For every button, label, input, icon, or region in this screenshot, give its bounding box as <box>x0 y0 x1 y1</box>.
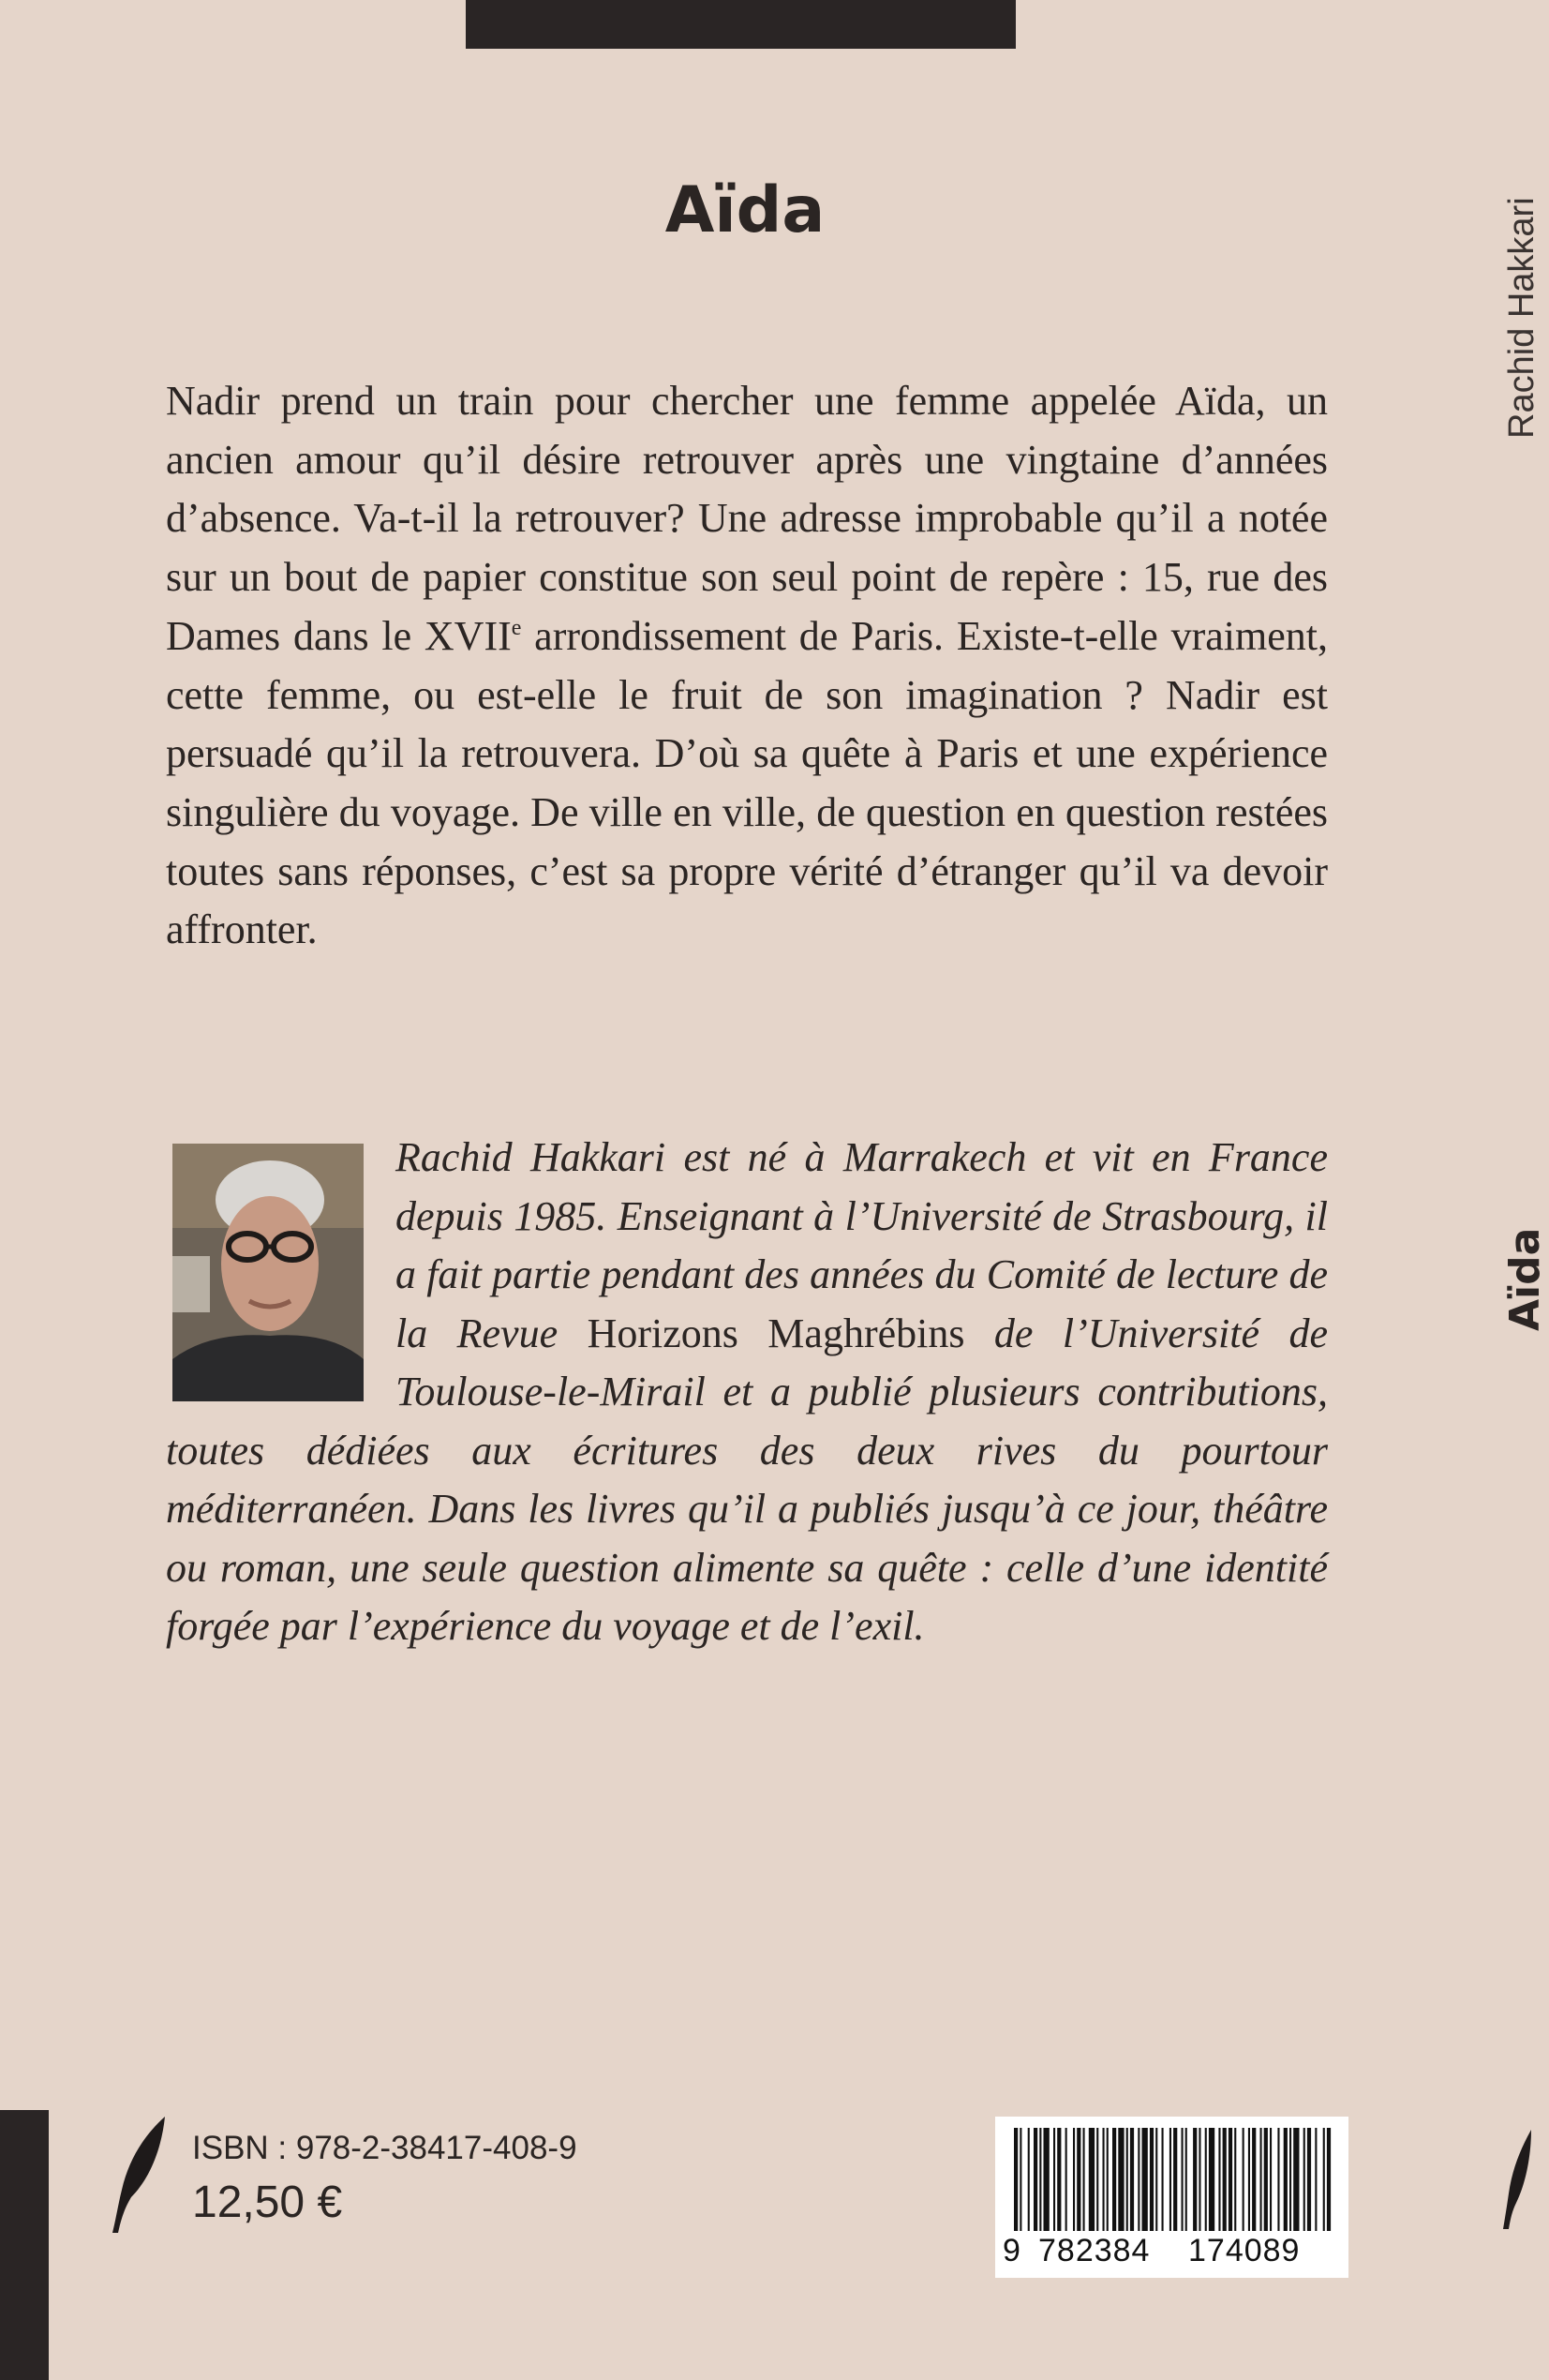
barcode-bar <box>1243 2128 1244 2231</box>
barcode-bar <box>1289 2128 1291 2231</box>
barcode-bar <box>1103 2128 1105 2231</box>
barcode-bar <box>1142 2128 1148 2231</box>
barcode-bar <box>1162 2128 1164 2231</box>
barcode-bar <box>1277 2128 1279 2231</box>
barcode <box>995 2117 1348 2278</box>
barcode-bar <box>1014 2128 1018 2231</box>
book-title: Aïda <box>664 173 826 247</box>
barcode-bar <box>1229 2128 1232 2231</box>
barcode-first-digit: 9 <box>1003 2233 1020 2268</box>
barcode-bar <box>1089 2128 1095 2231</box>
barcode-bar <box>1039 2128 1041 2231</box>
barcode-bar <box>1209 2128 1214 2231</box>
author-photo <box>172 1144 364 1401</box>
barcode-right-group: 174089 <box>1188 2233 1301 2268</box>
barcode-bar <box>1083 2128 1085 2231</box>
barcode-bar <box>1223 2128 1227 2231</box>
barcode-bar <box>1020 2128 1021 2231</box>
spine-title-label: Aïda <box>1501 1227 1549 1331</box>
barcode-bar <box>1193 2128 1197 2231</box>
barcode-left-group: 782384 <box>1038 2233 1151 2268</box>
barcode-bar <box>1126 2128 1128 2231</box>
barcode-bar <box>1065 2128 1067 2231</box>
barcode-bar <box>1028 2128 1030 2231</box>
barcode-bar <box>1307 2128 1311 2231</box>
barcode-bar <box>1138 2128 1139 2231</box>
quill-icon-spine <box>1501 2128 1533 2231</box>
synopsis-text: Nadir prend un train pour chercher une femme appelée Aïda, un ancien amour qu’il désire retrouver après une vingtaine d’années d’absence. Va-t-il la retrouver? Une adresse improbable qu’il a notée sur un bout de papier constitue son seul point de repère : 15, rue des Dames dans le XVIIe arrondissement de Paris. Existe-t-elle vraiment, cette femme, ou est-elle le fruit de son imagination ? Nadir est persuadé qu’il la retrouvera. D’où sa quête à Paris et une expérience singulière du voyage. De ville en ville, de question en question restées toutes sans réponses, c’est sa propre vérité d’étranger qu’il va devoir affronter. <box>166 378 1328 953</box>
barcode-bar <box>1130 2128 1134 2231</box>
barcode-digits <box>995 2233 1348 2274</box>
bio-text-part1: Rachid Hakkari est né à Marrakech et vit en France depuis 1985. Enseignant à l’Université de Strasbourg, il a fait partie pendant des années du Comité de lecture de la Revue <box>395 1134 1328 1356</box>
barcode-bar <box>1252 2128 1256 2231</box>
isbn-label: ISBN : 978-2-38417-408-9 <box>192 2130 577 2166</box>
barcode-bar <box>1293 2128 1299 2231</box>
barcode-bar <box>1077 2128 1080 2231</box>
barcode-bar <box>1323 2128 1325 2231</box>
author-bio <box>166 1129 1328 1656</box>
bio-text-part2: de l’Université de Toulouse-le-Mirail et a publié plusieurs contributions, toutes dédiées aux écritures des deux rives du pourtour méditerranéen. Dans les livres qu’il a publiés jusqu’à ce jour, théâtre ou roman, une seule question alimente sa quête : celle d’une identité forgée par l’expérience du voyage et de l’exil. <box>166 1310 1328 1649</box>
barcode-bar <box>1315 2128 1317 2231</box>
spine-title <box>1501 1219 1549 1331</box>
spine-author <box>1503 139 1541 439</box>
barcode-bar <box>1182 2128 1184 2231</box>
barcode-bar <box>1205 2128 1207 2231</box>
barcode-bar <box>1218 2128 1220 2231</box>
barcode-bar <box>1264 2128 1268 2231</box>
barcode-bar <box>1169 2128 1171 2231</box>
barcode-bar <box>1270 2128 1272 2231</box>
barcode-bar <box>1044 2128 1050 2231</box>
barcode-bar <box>1303 2128 1305 2231</box>
barcode-bar <box>1057 2128 1061 2231</box>
price-label: 12,50 € <box>192 2178 343 2227</box>
barcode-bar <box>1118 2128 1124 2231</box>
barcode-bar <box>1155 2128 1157 2231</box>
barcode-bar <box>1284 2128 1288 2231</box>
left-decor-bar <box>0 2110 49 2380</box>
barcode-bars <box>1010 2128 1333 2231</box>
quill-icon <box>109 2115 169 2235</box>
top-decor-bar <box>466 0 1016 49</box>
barcode-bar <box>1073 2128 1075 2231</box>
barcode-bar <box>1260 2128 1262 2231</box>
spine-author-label: Rachid Hakkari <box>1502 197 1542 439</box>
barcode-bar <box>1034 2128 1037 2231</box>
bio-journal-title: Horizons Maghrébins <box>587 1310 965 1356</box>
barcode-bar <box>1327 2128 1331 2231</box>
barcode-bar <box>1185 2128 1187 2231</box>
barcode-bar <box>1234 2128 1236 2231</box>
barcode-bar <box>1112 2128 1116 2231</box>
barcode-bar <box>1150 2128 1154 2231</box>
barcode-bar <box>1248 2128 1250 2231</box>
barcode-bar <box>1199 2128 1200 2231</box>
barcode-bar <box>1107 2128 1109 2231</box>
barcode-bar <box>1053 2128 1055 2231</box>
barcode-bar <box>1173 2128 1177 2231</box>
barcode-bar <box>1096 2128 1098 2231</box>
